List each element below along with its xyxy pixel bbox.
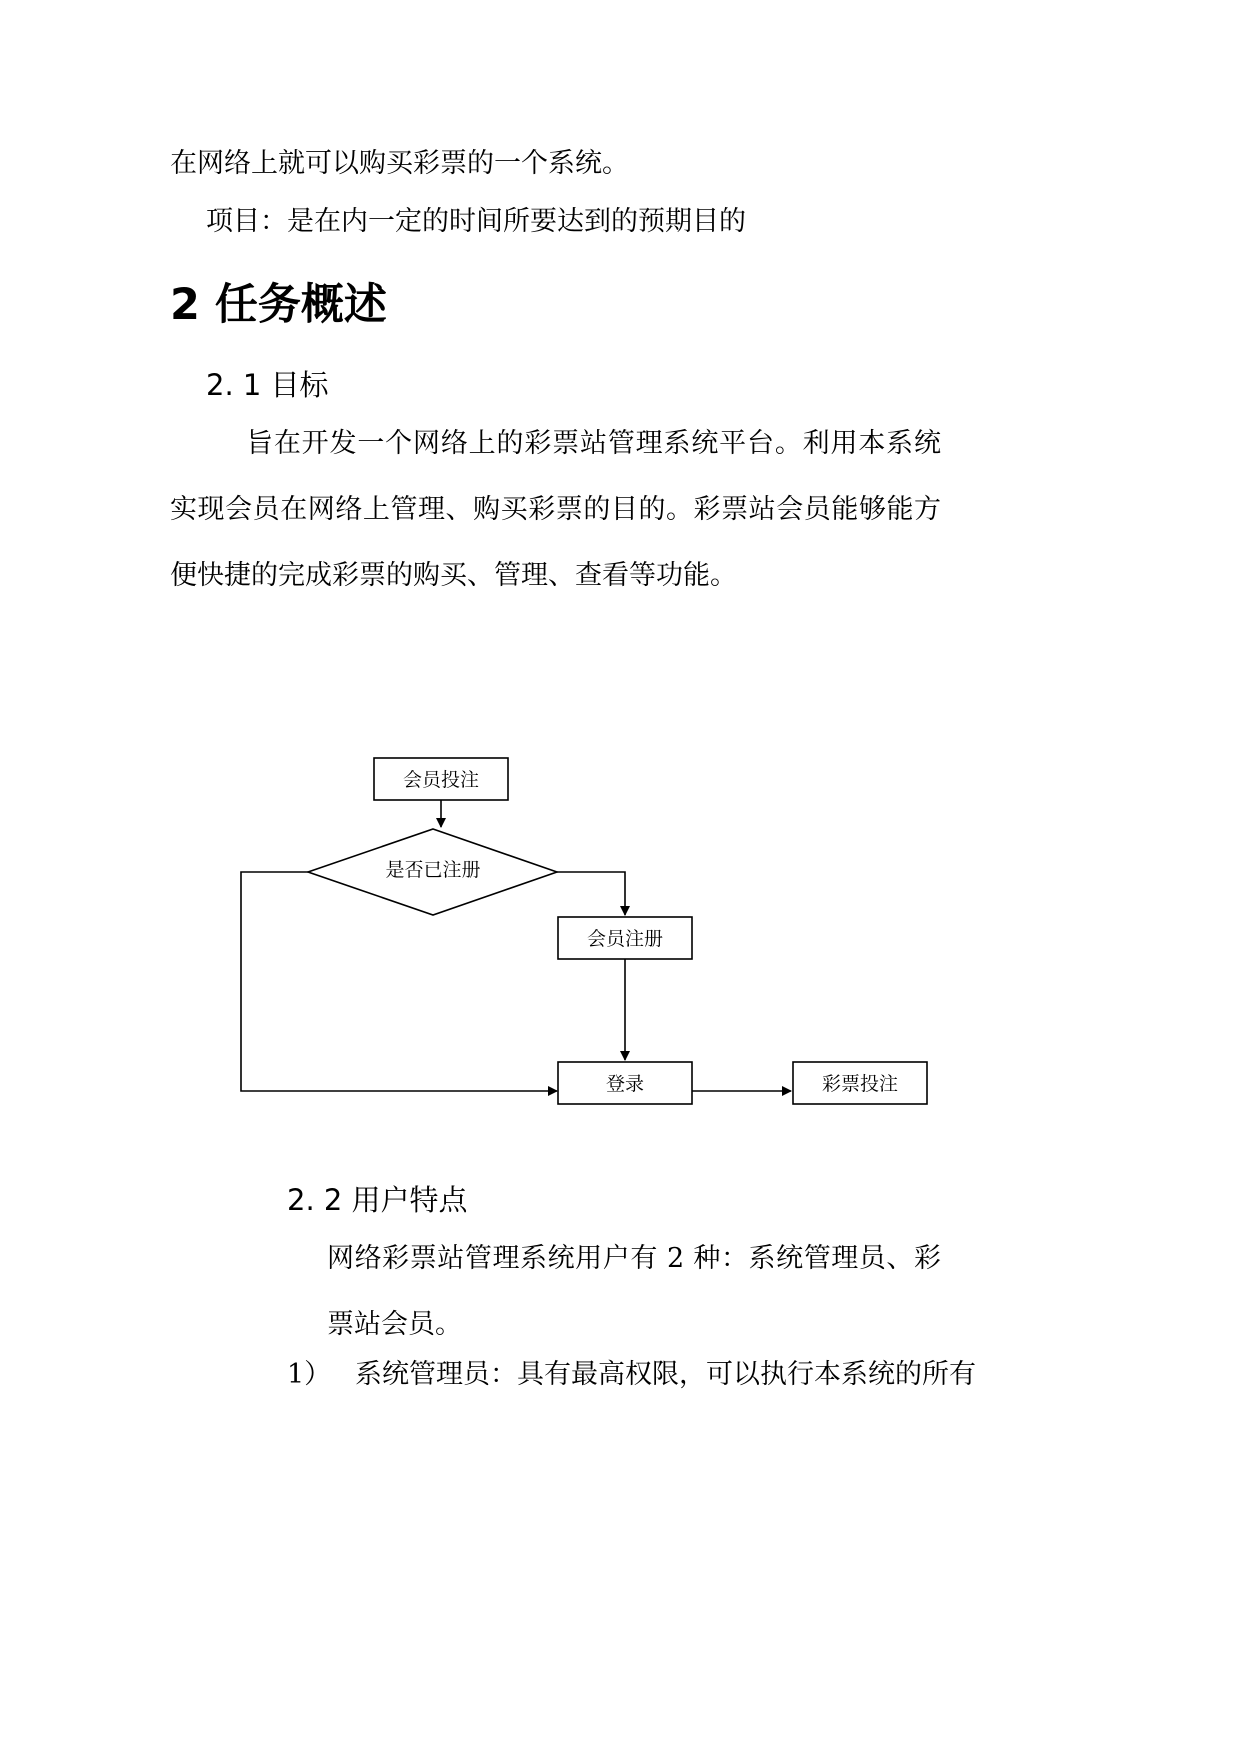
list-item-1-text: 系统管理员：具有最高权限，可以执行本系统的所有 — [355, 1359, 976, 1390]
flow-arrow-decision-login — [241, 872, 557, 1091]
section-2-heading: 2 任务概述 — [170, 280, 387, 330]
list-item-1-marker: 1） — [287, 1359, 332, 1390]
flow-login-label: 登录 — [605, 1073, 645, 1095]
flow-decision-label: 是否已注册 — [385, 859, 481, 881]
section-2-1-heading: 2. 1 目标 — [206, 368, 329, 402]
section-2-1-body: 旨在开发一个网络上的彩票站管理系统平台。利用本系统实现会员在网络上管理、购买彩票的目的。彩票站会员能够能方便快捷的完成彩票的购买、管理、查看等功能。 — [170, 428, 941, 591]
section-2-2-heading: 2. 2 用户特点 — [287, 1183, 468, 1217]
flow-arrow-decision-register — [557, 872, 625, 915]
flow-start-label: 会员投注 — [402, 769, 480, 791]
section-2-2-body: 网络彩票站管理系统用户有 2 种：系统管理员、彩票站会员。 — [327, 1243, 941, 1340]
flow-register-label: 会员注册 — [586, 928, 664, 950]
project-definition-line: 项目：是在内一定的时间所要达到的预期目的 — [206, 206, 746, 237]
flow-bet-label: 彩票投注 — [821, 1073, 899, 1095]
intro-line: 在网络上就可以购买彩票的一个系统。 — [170, 148, 629, 179]
